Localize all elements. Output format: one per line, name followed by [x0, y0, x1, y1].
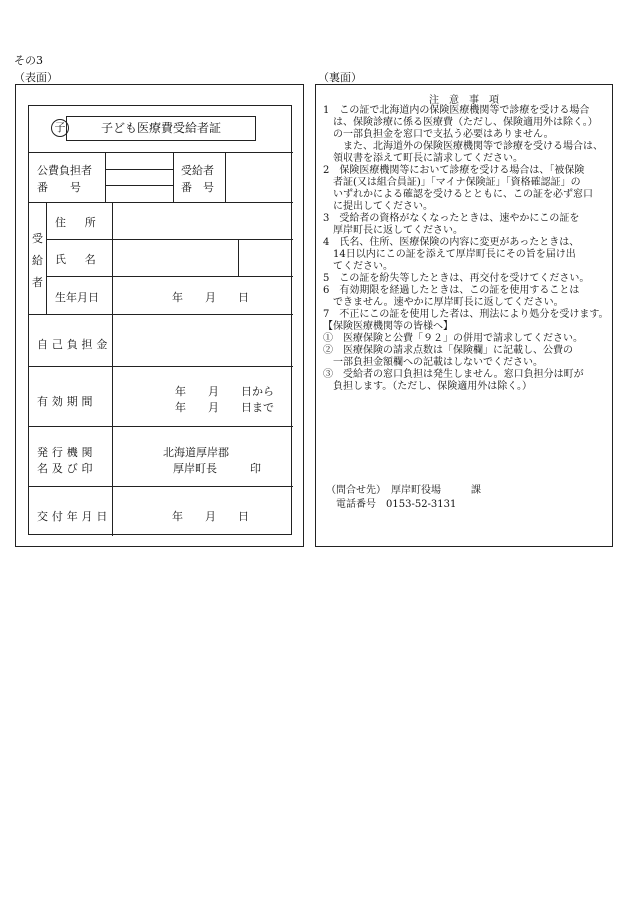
note-line: ① 医療保険と公費「９２」の併用で請求してください。 — [323, 333, 583, 344]
note-line: 2 保険医療機関等において診療を受ける場合は、「被保険 — [323, 165, 585, 176]
note-line: ② 医療保険の請求点数は「保険欄」に記載し、公費の — [323, 345, 573, 356]
payer-number-label: 公費負担者 — [37, 164, 92, 177]
note-line: 【保険医療機関等の皆様へ】 — [323, 321, 453, 332]
page-label: その3 — [14, 54, 43, 67]
note-line: 7 不正にこの証を使用した者は、刑法により処分を受けます。 — [323, 309, 609, 320]
address-label: 住 所 — [55, 216, 100, 229]
notes-heading: 注 意 事 項 — [429, 95, 499, 106]
recipient-group-label-2: 給 — [32, 254, 43, 267]
validity-to: 年 月 日まで — [175, 401, 274, 414]
note-line: 領収書を添えて町長に請求してください。 — [323, 153, 523, 164]
back-card — [315, 84, 613, 547]
copay-label: 自己負担金 — [37, 338, 112, 351]
note-line: 5 この証を紛失等したときは、再交付を受けてください。 — [323, 273, 590, 284]
notes-body — [323, 105, 611, 435]
note-line: 者証(又は組合員証)」「マイナ保険証」「資格確認証」の — [323, 177, 581, 188]
recipient-group-label-3: 者 — [32, 276, 43, 289]
issuer-value: 北海道厚岸郡 — [163, 446, 229, 459]
validity-label: 有効期間 — [37, 395, 97, 408]
birthdate-label: 生年月日 — [55, 291, 99, 304]
issue-date-value: 年 月 日 — [172, 510, 249, 523]
note-line: 1 この証で北海道内の保険医療機関等で診療を受ける場合 — [323, 105, 590, 116]
birthdate-value: 年 月 日 — [172, 291, 249, 304]
issuer-label-2: 名及び印 — [37, 462, 97, 475]
recipient-group-label-1: 受 — [32, 232, 43, 245]
front-side-label: （表面） — [14, 71, 58, 84]
issuer-label: 発行機関 — [37, 446, 97, 459]
recipient-number-label: 受給者 — [181, 164, 214, 177]
back-side-label: （裏面） — [318, 71, 362, 84]
recipient-number-label-2: 番 号 — [181, 181, 214, 194]
contact-line: （問合せ先） 厚岸町役場 課 — [326, 485, 481, 496]
note-line: 3 受給者の資格がなくなったときは、速やかにこの証を — [323, 213, 580, 224]
note-line: 厚岸町長に返してください。 — [323, 225, 463, 236]
name-label: 氏 名 — [55, 253, 100, 266]
note-line: ③ 受給者の窓口負担は発生しません。窓口負担分は町が — [323, 369, 584, 380]
issue-date-label: 交付年月日 — [37, 510, 112, 523]
contact-phone: 電話番号 0153-52-3131 — [326, 499, 457, 510]
note-line: また、北海道外の保険医療機関等で診療を受ける場合は、 — [323, 141, 603, 152]
front-form — [28, 105, 292, 535]
note-line: 14日以内にこの証を添えて厚岸町長にその旨を届け出 — [323, 249, 576, 260]
certificate-title: 子ども医療費受給者証 — [66, 116, 256, 141]
note-line: いずれかによる確認を受けるとともに、この証を必ず窓口 — [323, 189, 593, 200]
note-line: 一部負担金額欄への記載はしないでください。 — [323, 357, 543, 368]
child-badge: 子 — [51, 119, 69, 137]
note-line: は、保険診療に係る医療費（ただし、保険適用外は除く。） — [323, 117, 598, 128]
issuer-value-2: 厚岸町長 印 — [173, 462, 261, 475]
note-line: の一部負担金を窓口で支払う必要はありません。 — [323, 129, 554, 140]
front-card — [15, 84, 304, 547]
note-line: できません。速やかに厚岸町長に返してください。 — [323, 297, 564, 308]
note-line: 負担します。（ただし、保険適用外は除く。） — [323, 381, 532, 392]
payer-number-label-2: 番 号 — [37, 181, 81, 194]
note-line: 6 有効期限を経過したときは、この証を使用することは — [323, 285, 580, 296]
note-line: 4 氏名、住所、医療保険の内容に変更があったときは、 — [323, 237, 580, 248]
validity-from: 年 月 日から — [175, 385, 274, 398]
note-line: に提出してください。 — [323, 201, 433, 212]
note-line: てください。 — [323, 261, 393, 272]
